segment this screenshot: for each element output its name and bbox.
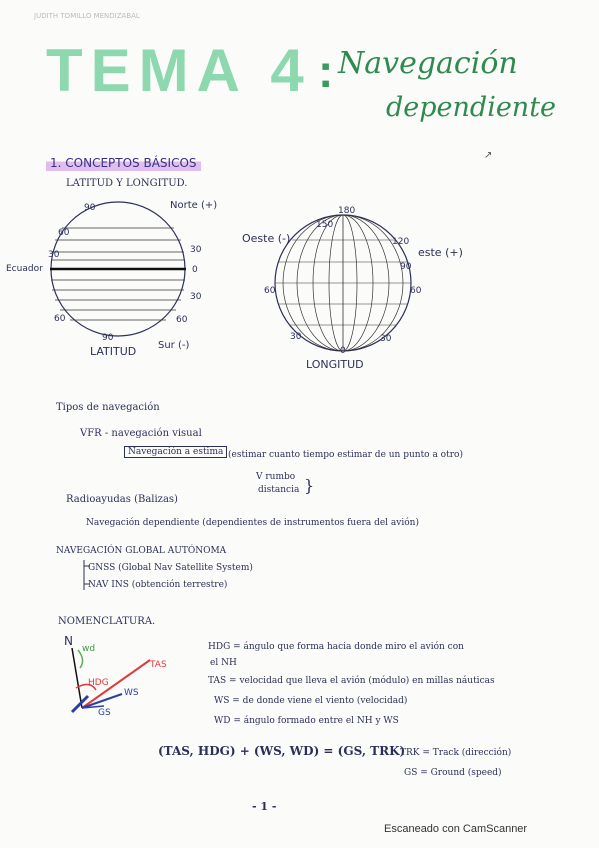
lat-tick: 30 (190, 245, 202, 255)
header-small: JUDITH TOMILLO MENDIZABAL (34, 12, 140, 20)
section1-subheading: LATITUD Y LONGITUD. (66, 178, 188, 189)
diag-gs: GS (98, 708, 111, 718)
svg-text:↗: ↗ (484, 150, 493, 161)
lon-tick: 0 (340, 346, 346, 356)
vfr-line: VFR - navegación visual (80, 428, 202, 439)
title-tema: TEMA 4 (46, 37, 312, 104)
lat-tick: 0 (192, 265, 198, 275)
lon-tick: 90 (400, 262, 412, 272)
nav-ins-line: NAV INS (obtención terrestre) (88, 580, 228, 590)
diag-hdg: HDG (88, 678, 109, 688)
lat-tick: 60 (58, 228, 70, 238)
lat-tick: 90 (102, 333, 114, 343)
lon-tick: 180 (338, 206, 356, 216)
lon-west-label: Oeste (-) (242, 232, 291, 245)
title-colon: : (318, 45, 334, 97)
trk-definition: TRK = Track (dirección) (400, 748, 512, 758)
lon-tick: 150 (316, 220, 334, 230)
diag-ws: WS (124, 688, 139, 698)
lat-caption: LATITUD (90, 345, 137, 358)
lat-tick: 30 (190, 292, 202, 302)
lon-tick: 30 (380, 334, 392, 344)
tas-definition: TAS = velocidad que lleva el avión (módulo) en millas náuticas (208, 676, 495, 686)
vrumbo-label: V rumbo (256, 472, 296, 482)
brace: } (304, 476, 315, 495)
lat-tick: 30 (48, 250, 60, 260)
gs-definition: GS = Ground (speed) (404, 768, 502, 778)
types-heading: Tipos de navegación (56, 402, 160, 413)
lon-tick: 60 (264, 286, 276, 296)
lat-south-label: Sur (-) (158, 340, 190, 351)
lon-caption: LONGITUD (306, 358, 364, 371)
vector-equation: (TAS, HDG) + (WS, WD) = (GS, TRK) (158, 744, 406, 758)
diag-tas: TAS (150, 660, 167, 670)
nav-estima-box: Navegación a estima (124, 446, 227, 458)
lon-east-label: este (+) (418, 246, 463, 259)
nav-dependiente-line: Navegación dependiente (dependientes de instrumentos fuera del avión) (86, 518, 419, 528)
nomenclatura-heading: NOMENCLATURA. (58, 616, 156, 627)
nav-estima-desc: (estimar cuanto tiempo estimar de un punto a otro) (228, 450, 463, 460)
lon-tick: 60 (410, 286, 422, 296)
ws-definition: WS = de donde viene el viento (velocidad) (214, 696, 408, 706)
lon-tick: 30 (290, 332, 302, 342)
hdg-definition: HDG = ángulo que forma hacia donde miro el avión con (208, 642, 464, 652)
lat-tick: 60 (176, 315, 188, 325)
page-number: - 1 - (252, 800, 277, 813)
lon-tick: 120 (392, 237, 410, 247)
wd-definition: WD = ángulo formado entre el NH y WS (214, 716, 399, 726)
lat-equator-label: Ecuador (6, 264, 43, 274)
lat-tick: 60 (54, 314, 66, 324)
hdg-definition-cont: el NH (210, 658, 237, 668)
nav-global-heading: NAVEGACIÓN GLOBAL AUTÓNOMA (56, 546, 227, 556)
scanner-watermark: Escaneado con CamScanner (384, 823, 528, 835)
title-line2: dependiente (386, 92, 557, 123)
radioayudas-line: Radioayudas (Balizas) (66, 494, 178, 505)
diag-N: N (64, 634, 73, 648)
lat-tick: 90 (84, 203, 96, 213)
diag-wd: wd (82, 644, 96, 654)
section1-heading: 1. CONCEPTOS BÁSICOS (46, 155, 201, 171)
title-line1: Navegación (338, 46, 518, 81)
distancia-label: distancia (258, 485, 300, 495)
lat-north-label: Norte (+) (170, 200, 218, 211)
gnss-line: GNSS (Global Nav Satellite System) (88, 563, 253, 573)
